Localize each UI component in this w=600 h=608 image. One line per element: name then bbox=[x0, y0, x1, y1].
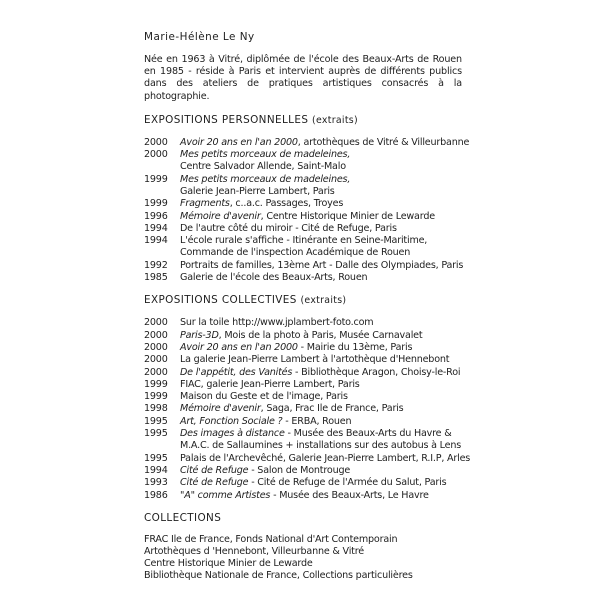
exhibition-title: Paris-3D bbox=[180, 329, 219, 341]
exhibition-venue-line2: Centre Salvador Allende, Saint-Malo bbox=[180, 161, 346, 173]
exhibition-description bbox=[180, 149, 462, 174]
exhibition-venue: - ERBA, Rouen bbox=[282, 415, 352, 427]
exhibition-venue-line2: Galerie Jean-Pierre Lambert, Paris bbox=[180, 186, 335, 197]
exhibition-entry bbox=[144, 272, 462, 284]
exhibition-entry bbox=[144, 317, 462, 329]
exhibition-description bbox=[180, 198, 462, 210]
collection-item: Centre Historique Minier de Lewarde bbox=[144, 558, 313, 570]
exhibition-entry bbox=[144, 428, 462, 453]
exhibition-venue-line2: Commande de l'inspection Académique de Rouen bbox=[180, 247, 411, 259]
artist-bio: Née en 1963 à Vitré, diplômée de l'école des Beaux-Arts de Rouen en 1985 - réside à Paris et intervient auprès de différents publics dans des ateliers de pratiques artistiques consacrés à la photographie. bbox=[144, 54, 462, 102]
collection-item: FRAC Ile de France, Fonds National d'Art Contemporain bbox=[144, 533, 398, 545]
section-title: EXPOSITIONS PERSONNELLES bbox=[144, 113, 309, 126]
collection-item: Bibliothèque Nationale de France, Collections particulières bbox=[144, 570, 413, 582]
exhibition-year: 2000 bbox=[144, 317, 168, 329]
section-title: COLLECTIONS bbox=[144, 511, 222, 524]
exhibition-description bbox=[180, 477, 462, 489]
artist-name: Marie-Hélène Le Ny bbox=[144, 31, 255, 43]
exhibition-description bbox=[180, 211, 462, 223]
exhibition-title: Cité de Refuge bbox=[180, 464, 249, 476]
exhibition-description bbox=[180, 453, 470, 465]
exhibition-entry bbox=[144, 223, 462, 235]
exhibition-venue: , artothèques de Vitré & Villeurbanne bbox=[297, 136, 470, 148]
exhibition-title: Cité de Refuge bbox=[180, 477, 249, 489]
collections-list bbox=[144, 534, 462, 582]
exhibition-year: 1994 bbox=[144, 464, 168, 476]
exhibition-year: 2000 bbox=[144, 354, 168, 366]
exhibition-entry bbox=[144, 416, 462, 428]
exhibition-year: 1999 bbox=[144, 391, 168, 403]
exhibition-title: Mes petits morceaux de madeleines, bbox=[180, 173, 351, 185]
exhibition-description bbox=[180, 428, 462, 453]
exhibition-description bbox=[180, 367, 462, 379]
exhibition-year: 1995 bbox=[144, 428, 168, 440]
section-subtitle: (extraits) bbox=[312, 114, 358, 126]
exhibition-venue: Galerie de l'école des Beaux-Arts, Rouen bbox=[180, 272, 368, 284]
exhibition-title: De l'appétit, des Vanités bbox=[180, 366, 293, 378]
exhibition-venue: L'école rurale s'affiche - Itinérante en Seine-Maritime, bbox=[180, 235, 428, 247]
exhibition-year: 2000 bbox=[144, 366, 168, 378]
exhibition-title: Des images à distance bbox=[180, 428, 285, 440]
exhibition-entry bbox=[144, 391, 462, 403]
exhibition-description bbox=[180, 260, 463, 272]
exhibition-venue: - Bibliothèque Aragon, Choisy-le-Roi bbox=[292, 366, 461, 378]
collective-exhibitions-list bbox=[144, 317, 471, 501]
exhibition-description bbox=[180, 223, 462, 235]
exhibition-description bbox=[180, 379, 462, 391]
exhibition-year: 1999 bbox=[144, 378, 168, 390]
exhibition-entry bbox=[144, 367, 462, 379]
exhibition-entry bbox=[144, 490, 462, 502]
exhibition-venue: FIAC, galerie Jean-Pierre Lambert, Paris bbox=[180, 378, 360, 390]
exhibition-year: 1996 bbox=[144, 210, 168, 222]
exhibition-description bbox=[180, 342, 462, 354]
exhibition-entry bbox=[144, 136, 470, 149]
exhibition-title: "A" comme Artistes bbox=[180, 489, 271, 501]
collection-item: Artothèques d 'Hennebont, Villeurbanne & Vitré bbox=[144, 545, 364, 557]
section-heading-collective bbox=[144, 293, 462, 308]
exhibition-year: 2000 bbox=[144, 329, 168, 341]
exhibition-entry bbox=[144, 477, 462, 489]
exhibition-year: 1999 bbox=[144, 198, 168, 210]
exhibition-entry bbox=[144, 330, 462, 342]
exhibition-entry bbox=[144, 260, 462, 272]
exhibition-venue: Portraits de familles, 13ème Art - Dalle des Olympiades, Paris bbox=[180, 259, 464, 271]
exhibition-description bbox=[180, 330, 462, 342]
exhibition-venue: - Musée des Beaux-Arts, Le Havre bbox=[270, 489, 429, 501]
exhibition-title: Avoir 20 ans en l'an 2000 bbox=[180, 341, 298, 353]
exhibition-description bbox=[180, 235, 462, 260]
exhibition-description bbox=[180, 354, 462, 366]
exhibition-venue: Palais de l'Archevêché, Galerie Jean-Pierre Lambert, R.I.P, Arles bbox=[180, 452, 471, 464]
exhibition-venue: - Musée des Beaux-Arts du Havre & bbox=[284, 428, 452, 440]
exhibition-description bbox=[180, 465, 462, 477]
exhibition-entry bbox=[144, 174, 462, 199]
exhibition-venue: La galerie Jean-Pierre Lambert à l'artothèque d'Hennebont bbox=[180, 354, 450, 366]
exhibition-year: 1995 bbox=[144, 415, 168, 427]
exhibition-description bbox=[180, 174, 462, 199]
exhibition-venue: , Mois de la photo à Paris, Musée Carnavalet bbox=[218, 329, 423, 341]
exhibition-entry bbox=[144, 452, 471, 465]
personal-exhibitions-list bbox=[144, 136, 470, 285]
exhibition-year: 1985 bbox=[144, 272, 168, 284]
section-heading-collections bbox=[144, 511, 462, 525]
exhibition-year: 2000 bbox=[144, 341, 168, 353]
exhibition-title: Avoir 20 ans en l'an 2000 bbox=[180, 136, 298, 148]
exhibition-entry bbox=[144, 354, 462, 366]
exhibition-year: 2000 bbox=[144, 136, 168, 148]
section-title: EXPOSITIONS COLLECTIVES bbox=[144, 294, 297, 307]
exhibition-description bbox=[180, 272, 462, 284]
exhibition-venue: Sur la toile http://www.jplambert-foto.com bbox=[180, 317, 374, 329]
exhibition-year: 1998 bbox=[144, 403, 168, 415]
exhibition-venue: - Salon de Montrouge bbox=[248, 464, 351, 476]
exhibition-title: Mémoire d'avenir bbox=[180, 210, 261, 222]
exhibition-year: 1993 bbox=[144, 477, 168, 489]
exhibition-description bbox=[180, 317, 462, 329]
exhibition-title: Art, Fonction Sociale ? bbox=[180, 415, 283, 427]
exhibition-entry bbox=[144, 198, 462, 210]
exhibition-year: 1995 bbox=[144, 452, 168, 464]
exhibition-entry bbox=[144, 379, 462, 391]
exhibition-description bbox=[180, 490, 462, 502]
exhibition-entry bbox=[144, 211, 462, 223]
exhibition-year: 1986 bbox=[144, 489, 168, 501]
exhibition-description bbox=[180, 416, 462, 428]
exhibition-year: 1992 bbox=[144, 259, 168, 271]
section-heading-personal bbox=[144, 113, 462, 128]
exhibition-title: Mes petits morceaux de madeleines, bbox=[180, 149, 351, 161]
cv-page bbox=[144, 29, 471, 582]
exhibition-title: Fragments bbox=[180, 198, 230, 210]
exhibition-entry bbox=[144, 149, 462, 174]
exhibition-year: 1999 bbox=[144, 173, 168, 185]
exhibition-entry bbox=[144, 403, 462, 415]
exhibition-title: Mémoire d'avenir bbox=[180, 403, 261, 415]
exhibition-description bbox=[180, 137, 469, 149]
exhibition-year: 1994 bbox=[144, 235, 168, 247]
exhibition-year: 1994 bbox=[144, 222, 168, 234]
exhibition-venue: - Cité de Refuge de l'Armée du Salut, Paris bbox=[248, 477, 447, 489]
exhibition-venue: , Saga, Frac Ile de France, Paris bbox=[260, 403, 404, 415]
exhibition-description bbox=[180, 403, 462, 415]
exhibition-venue: , Centre Historique Minier de Lewarde bbox=[260, 210, 435, 222]
exhibition-description bbox=[180, 391, 462, 403]
exhibition-venue-line2: M.A.C. de Sallaumines + installations sur des autobus à Lens bbox=[180, 440, 462, 452]
exhibition-venue: De l'autre côté du miroir - Cité de Refuge, Paris bbox=[180, 222, 397, 234]
exhibition-entry bbox=[144, 465, 462, 477]
exhibition-venue: - Mairie du 13ème, Paris bbox=[297, 341, 413, 353]
exhibition-entry bbox=[144, 235, 462, 260]
section-subtitle: (extraits) bbox=[300, 295, 347, 307]
exhibition-entry bbox=[144, 342, 462, 354]
exhibition-venue: , c..a.c. Passages, Troyes bbox=[229, 198, 344, 210]
exhibition-venue: Maison du Geste et de l'image, Paris bbox=[180, 391, 348, 403]
exhibition-year: 2000 bbox=[144, 149, 168, 161]
